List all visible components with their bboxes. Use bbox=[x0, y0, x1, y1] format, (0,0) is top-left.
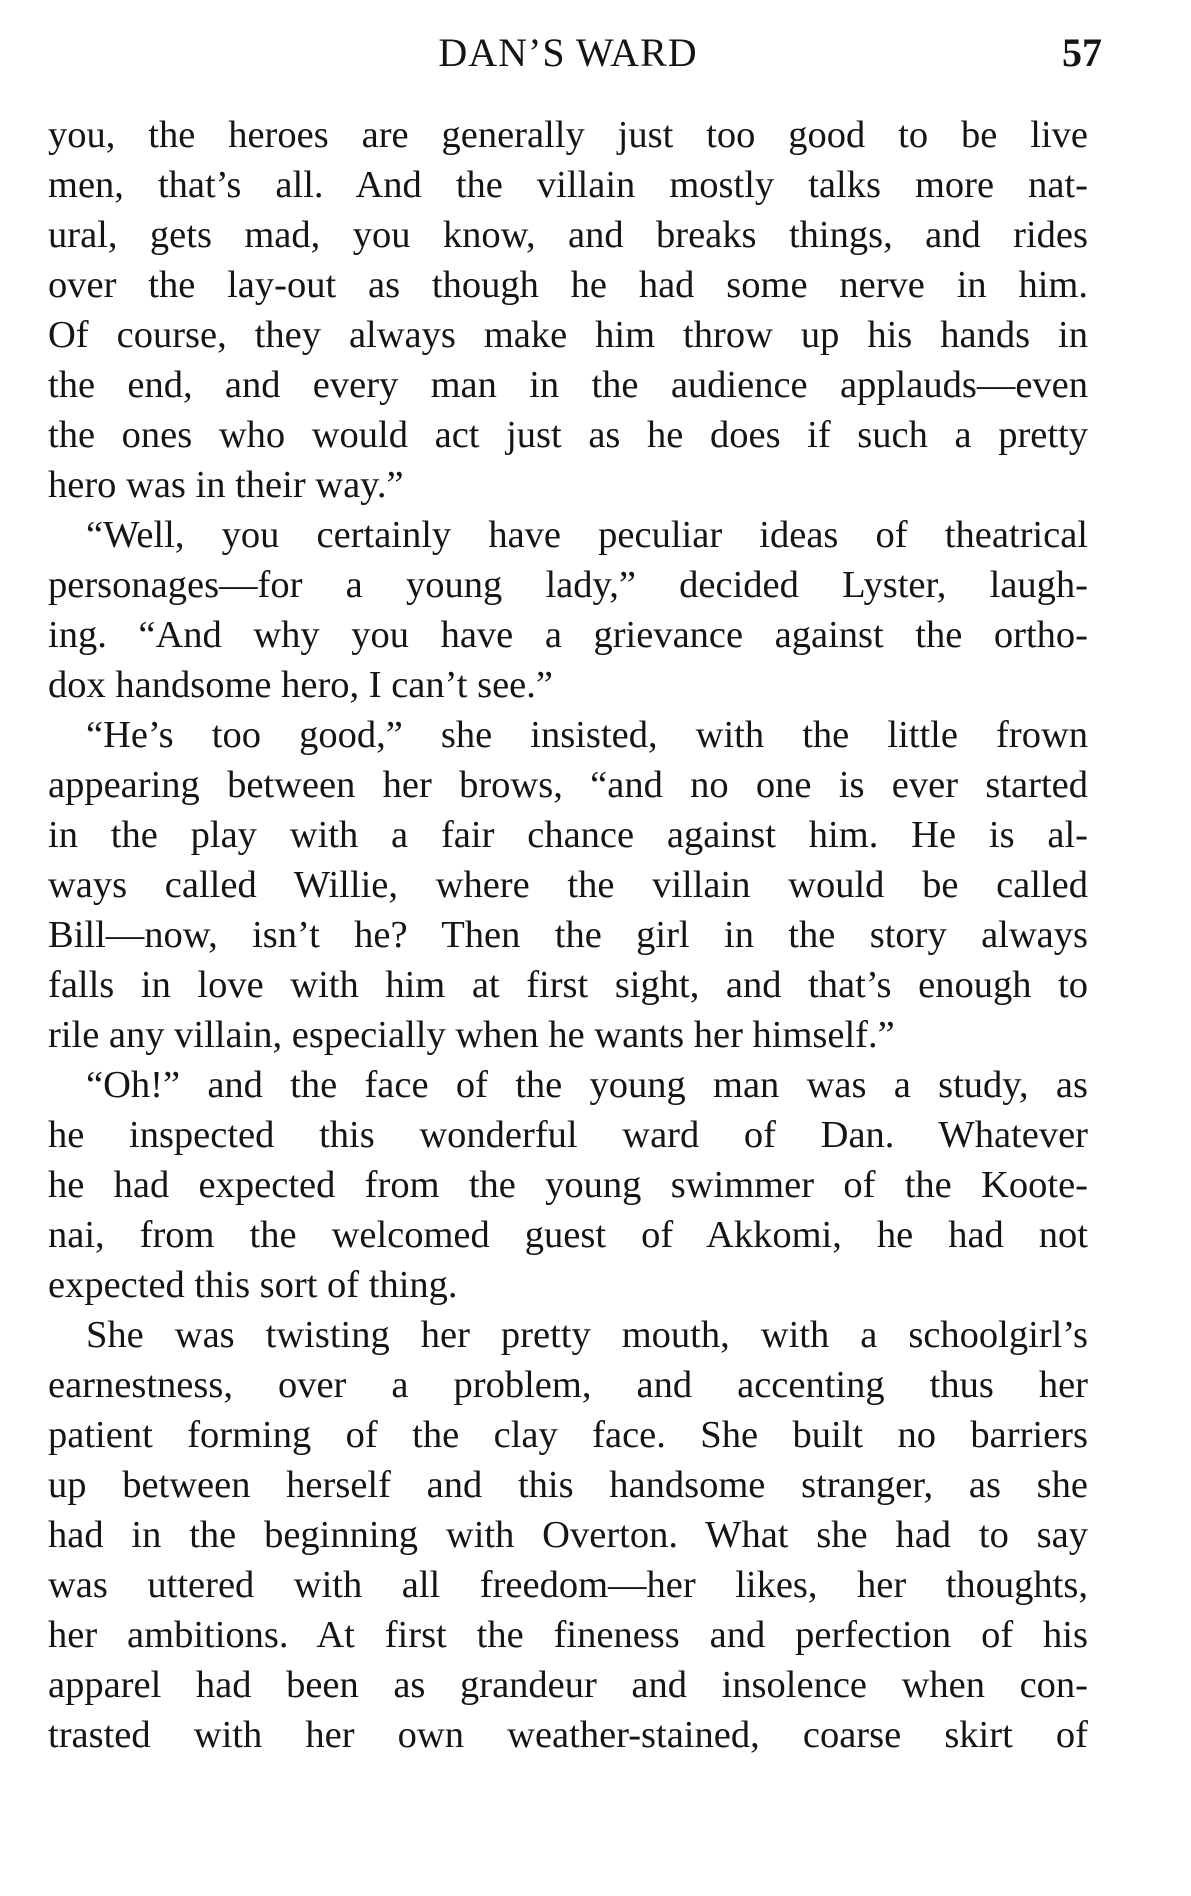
text-line: rile any villain, especially when he wants her himself.” bbox=[48, 1014, 895, 1056]
text-line: men, that’s all. And the villain mostly talks more nat- bbox=[48, 164, 1088, 206]
text-line: you, the heroes are generally just too good to be live bbox=[48, 114, 1088, 156]
text-line: ural, gets mad, you know, and breaks things, and rides bbox=[48, 214, 1088, 256]
text-line: he inspected this wonderful ward of Dan. Whatever bbox=[48, 1114, 1088, 1156]
text-line: her ambitions. At first the fineness and perfection of his bbox=[48, 1614, 1088, 1656]
text-line: was uttered with all freedom—her likes, her thoughts, bbox=[48, 1564, 1088, 1606]
text-line: nai, from the welcomed guest of Akkomi, he had not bbox=[48, 1214, 1088, 1256]
running-head: DAN’S WARD bbox=[438, 30, 698, 75]
text-line: Of course, they always make him throw up his hands in bbox=[48, 314, 1088, 356]
text-line: “Well, you certainly have peculiar ideas of theatrical bbox=[86, 514, 1088, 556]
text-line: he had expected from the young swimmer of the Koote- bbox=[48, 1164, 1088, 1206]
text-line: hero was in their way.” bbox=[48, 464, 404, 506]
text-line: had in the beginning with Overton. What she had to say bbox=[48, 1514, 1088, 1556]
text-line: patient forming of the clay face. She built no barriers bbox=[48, 1414, 1088, 1456]
body-text bbox=[48, 110, 1088, 1760]
page-header bbox=[48, 28, 1102, 78]
text-line: personages—for a young lady,” decided Lyster, laugh- bbox=[48, 564, 1088, 606]
text-line: falls in love with him at first sight, and that’s enough to bbox=[48, 964, 1088, 1006]
text-line: ways called Willie, where the villain would be called bbox=[48, 864, 1088, 906]
text-line: “Oh!” and the face of the young man was a study, as bbox=[86, 1064, 1088, 1106]
page-number: 57 bbox=[1062, 30, 1102, 75]
text-line: in the play with a fair chance against him. He is al- bbox=[48, 814, 1088, 856]
text-line: appearing between her brows, “and no one is ever started bbox=[48, 764, 1088, 806]
text-line: trasted with her own weather-stained, coarse skirt of bbox=[48, 1714, 1088, 1756]
text-line: over the lay-out as though he had some nerve in him. bbox=[48, 264, 1088, 306]
text-line: earnestness, over a problem, and accenting thus her bbox=[48, 1364, 1088, 1406]
text-line: expected this sort of thing. bbox=[48, 1264, 458, 1306]
text-line: ing. “And why you have a grievance against the ortho- bbox=[48, 614, 1088, 656]
text-line: the ones who would act just as he does if such a pretty bbox=[48, 414, 1088, 456]
text-line: the end, and every man in the audience applauds—even bbox=[48, 364, 1088, 406]
text-line: Bill—now, isn’t he? Then the girl in the story always bbox=[48, 914, 1088, 956]
text-line: She was twisting her pretty mouth, with a schoolgirl’s bbox=[86, 1314, 1088, 1356]
text-line: apparel had been as grandeur and insolence when con- bbox=[48, 1664, 1088, 1706]
text-line: dox handsome hero, I can’t see.” bbox=[48, 664, 553, 706]
text-line: up between herself and this handsome stranger, as she bbox=[48, 1464, 1088, 1506]
text-line: “He’s too good,” she insisted, with the little frown bbox=[86, 714, 1088, 756]
